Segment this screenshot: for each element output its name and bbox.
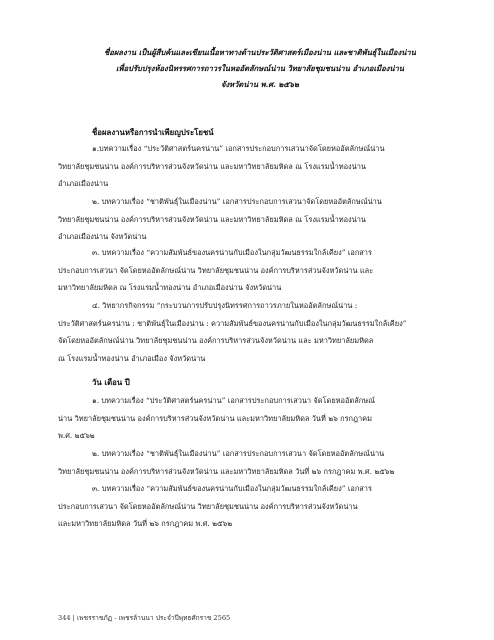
- section-heading-dates: วัน เดือน ปี: [92, 378, 130, 387]
- text-line: วิทยาลัยชุมชนน่าน องค์การบริหารส่วนจังหวัดน่าน และมหาวิทยาลัยมหิดล ณ โรงแรมน้ำทองน่าน: [58, 214, 366, 224]
- text-line: และมหาวิทยาลัยมหิดล วันที่ ๒๖ กรกฎาคม พ.ศ. ๒๕๖๒: [58, 519, 233, 528]
- text-line: วิทยาลัยชุมชนน่าน องค์การบริหารส่วนจังหวัดน่าน และมหาวิทยาลัยมหิดล วันที่ ๒๖ กรกฎาคม พ.ศ. ๒๕๖๒: [58, 466, 395, 476]
- text-line: พ.ศ. ๒๕๖๒: [58, 431, 95, 440]
- section-heading-works: ชื่อผลงานหรือการนำเพียญประโยชน์: [92, 128, 214, 137]
- works-item-2: [58, 193, 448, 246]
- text-line: ๑. บทความเรื่อง “ประวัติศาสตร์นครน่าน” เอกสารประกอบการเสวนา จัดโดยหออัตลักษณ์: [92, 396, 375, 405]
- document-title: [80, 45, 440, 93]
- page-footer: 344 | เพชรราชภัฏ - เพชรล้านนา ประจำปีพุทธศักราช 2565: [58, 614, 231, 622]
- text-line: ประวัติศาสตร์นครน่าน : ชาติพันธุ์ในเมืองน่าน : ความสัมพันธ์ของนครน่านกับเมืองในกลุ่มวัฒนธรรมใกล้เคียง”: [58, 318, 407, 328]
- text-line: ๑.บทความเรื่อง “ประวัติศาสตร์นครน่าน” เอกสารประกอบการเสวนาจัดโดยหออัตลักษณ์น่าน: [92, 144, 385, 153]
- text-line: ๔. วิทยากรกิจกรรม “กระบวนการปรับปรุงนิทรรศการถาวรภายในหออัตลักษณ์น่าน :: [92, 301, 358, 310]
- dates-item-1: [58, 392, 448, 445]
- text-line: ๒. บทความเรื่อง “ชาติพันธุ์ในเมืองน่าน” เอกสารประกอบการเสวนา จัดโดยหออัตลักษณ์น่าน: [92, 449, 385, 458]
- title-line: เพื่อปรับปรุงห้องนิทรรศการถาวรในหออัตลักษณ์น่าน วิทยาลัยชุมชนน่าน อำเภอเมืองน่าน: [115, 64, 404, 73]
- text-line: จัดโดยหออัตลักษณ์น่าน วิทยาลัยชุมชนน่าน องค์การบริหารส่วนจังหวัดน่าน และ มหาวิทยาลัยมหิดล: [58, 336, 374, 345]
- title-line: ชื่อผลงาน เป็นผู้สืบค้นและเขียนเนื้อหาทางด้านประวัติศาสตร์เมืองน่าน และชาติพันธุ์ในเมืองน่าน: [104, 48, 416, 57]
- text-line: น่าน วิทยาลัยชุมชนน่าน องค์การบริหารส่วนจังหวัดน่าน และมหาวิทยาลัยมหิดล วันที่ ๒๖ กรกฎาคม: [58, 413, 372, 423]
- works-item-3: [58, 244, 448, 297]
- text-line: อำเภอเมืองน่าน จังหวัดน่าน: [58, 232, 147, 241]
- text-line: ประกอบการเสวนา จัดโดยหออัตลักษณ์น่าน วิทยาลัยชุมชนน่าน องค์การบริหารส่วนจังหวัดน่าน และ: [58, 265, 374, 275]
- text-line: ประกอบการเสวนา จัดโดยหออัตลักษณ์น่าน วิทยาลัยชุมชนน่าน องค์การบริหารส่วนจังหวัดน่าน: [58, 501, 358, 511]
- text-line: ๓. บทความเรื่อง “ความสัมพันธ์ของนครน่านกับเมืองในกลุ่มวัฒนธรรมใกล้เคียง” เอกสาร: [92, 484, 372, 493]
- dates-item-2: [58, 445, 448, 480]
- works-item-4: [58, 297, 448, 367]
- text-line: ๓. บทความเรื่อง “ความสัมพันธ์ของนครน่านกับเมืองในกลุ่มวัฒนธรรมใกล้เคียง” เอกสาร: [92, 248, 372, 257]
- title-line: จังหวัดน่าน พ.ศ. ๒๕๖๒: [221, 80, 299, 89]
- works-item-1: [58, 140, 448, 193]
- text-line: ณ โรงแรมน้ำทองน่าน อำเภอเมือง จังหวัดน่าน: [58, 353, 206, 363]
- text-line: มหาวิทยาลัยมหิดล ณ โรงแรมน้ำทองน่าน อำเภอเมืองน่าน จังหวัดน่าน: [58, 283, 282, 292]
- text-line: อำเภอเมืองน่าน: [58, 179, 109, 188]
- dates-item-3: [58, 480, 448, 533]
- text-line: ๒. บทความเรื่อง “ชาติพันธุ์ในเมืองน่าน” เอกสารประกอบการเสวนาจัดโดยหออัตลักษณ์น่าน: [92, 197, 382, 206]
- text-line: วิทยาลัยชุมชนน่าน องค์การบริหารส่วนจังหวัดน่าน และมหาวิทยาลัยมหิดล ณ โรงแรมน้ำทองน่าน: [58, 161, 366, 171]
